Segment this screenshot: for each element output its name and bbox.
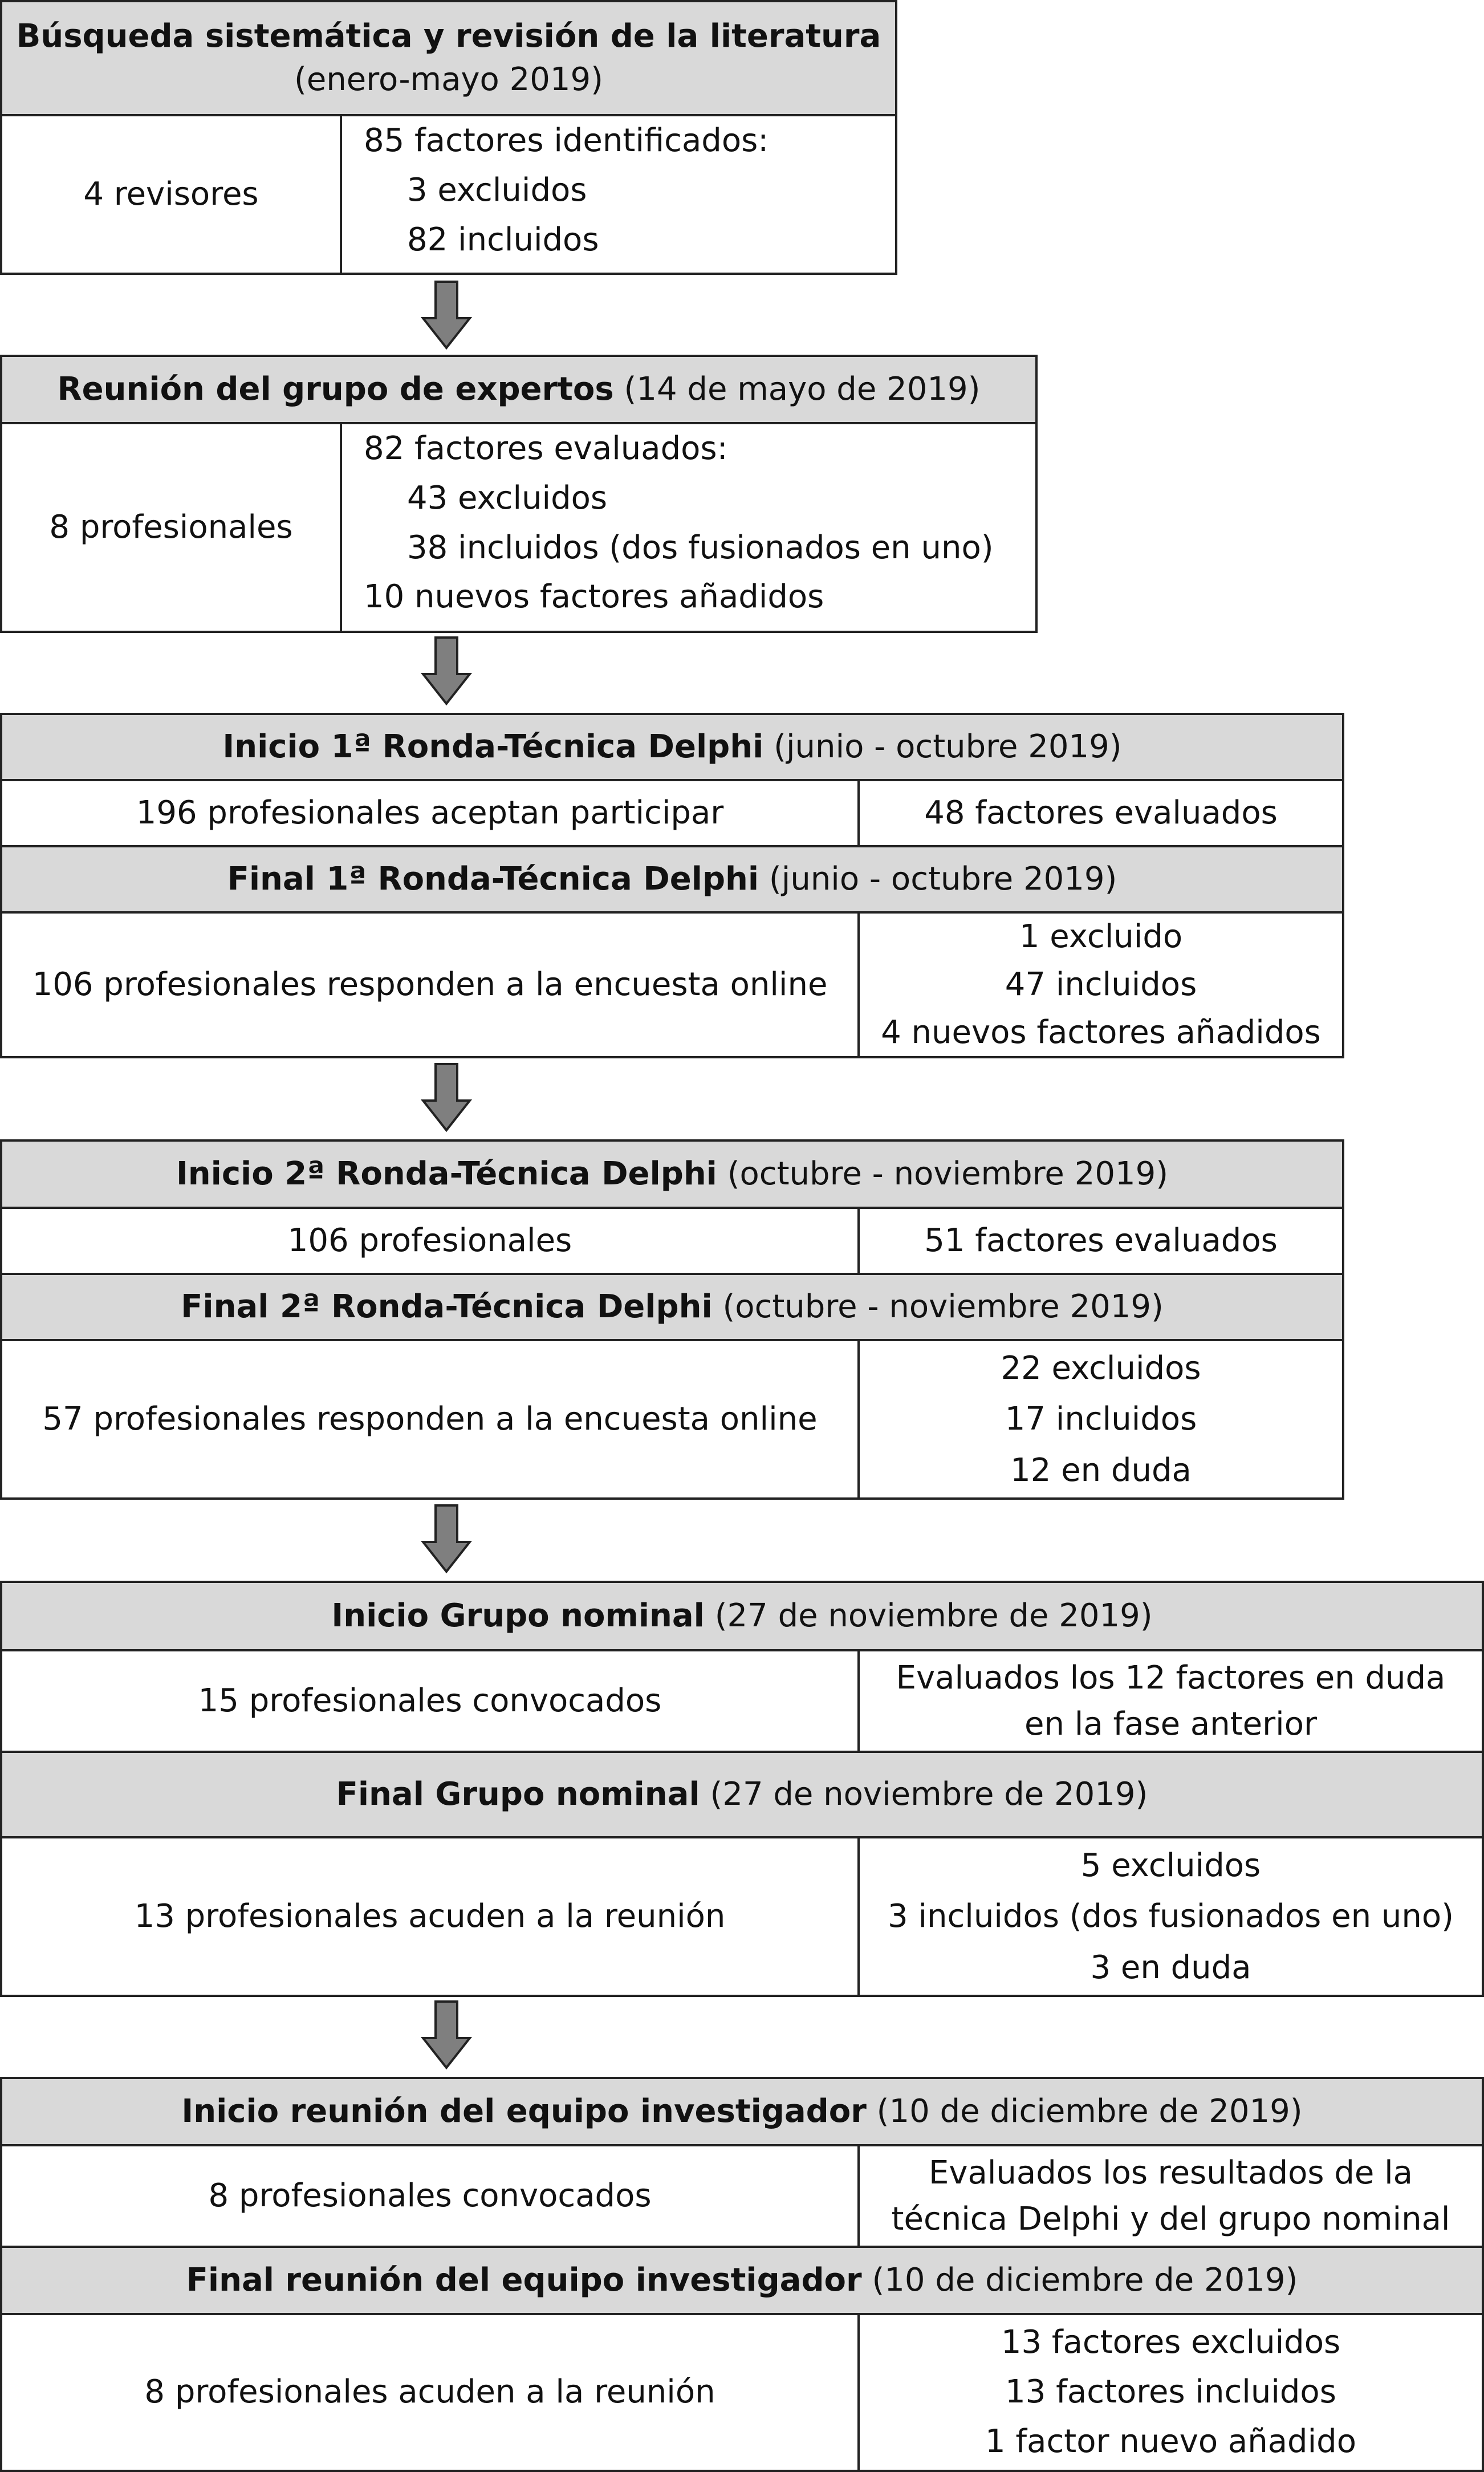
stage3-included: 47 incluidos [1005,966,1197,1003]
stage3-start-header [0,713,1344,781]
stage5-convened: 15 profesionales convocados [198,1682,662,1719]
stage4-evaluated: 51 factores evaluados [924,1221,1278,1259]
stage1-identified: 85 factores identificados: [364,122,769,159]
stage2-left-cell [0,422,342,633]
stage1-right-cell [340,114,897,275]
stage5-excluded: 5 excluidos [1080,1846,1261,1884]
down-arrow-icon [421,2000,472,2070]
stage3-end-header [0,845,1344,914]
stage4-end-date: (octubre - noviembre 2019) [722,1288,1164,1326]
stage5-attend: 13 profesionales acuden a la reunión [134,1897,726,1935]
stage6-end-title: Final reunión del equipo investigador [186,2262,862,2299]
stage3-start-right [857,779,1344,847]
stage6-added: 1 factor nuevo añadido [985,2422,1356,2460]
stage3-end-date: (junio - octubre 2019) [769,860,1117,898]
stage5-start-right [857,1649,1484,1753]
stage4-professionals: 106 profesionales [287,1221,572,1259]
stage5-included: 3 incluidos (dos fusionados en uno) [888,1898,1454,1935]
stage4-start-date: (octubre - noviembre 2019) [727,1155,1169,1193]
stage1-left-cell [0,114,342,275]
stage6-attend: 8 profesionales acuden a la reunión [144,2373,715,2411]
stage2-title: Reunión del grupo de expertos [57,371,614,408]
stage5-end-left [0,1836,860,1997]
stage6-evaluated-1: Evaluados los resultados de la [929,2154,1413,2191]
stage2-evaluated: 82 factores evaluados: [364,430,728,467]
stage5-end-date: (27 de noviembre de 2019) [710,1776,1148,1813]
stage6-evaluated-2: técnica Delphi y del grupo nominal [891,2201,1450,2238]
stage3-excluded: 1 excluido [1019,918,1183,955]
stage3-respond: 106 profesionales responden a la encuesta online [32,965,828,1003]
stage5-end-right [857,1836,1484,1997]
stage2-added: 10 nuevos factores añadidos [364,578,824,616]
stage5-start-title: Inicio Grupo nominal [331,1597,705,1635]
stage1-excluded: 3 excluidos [407,171,587,209]
down-arrow-icon [421,1063,472,1133]
stage6-start-date: (10 de diciembre de 2019) [876,2093,1303,2130]
stage6-convened: 8 profesionales convocados [208,2177,652,2214]
down-arrow-icon [421,1504,472,1574]
stage2-professionals: 8 profesionales [49,508,293,546]
stage4-doubt: 12 en duda [1010,1451,1192,1489]
stage4-start-right [857,1207,1344,1275]
stage3-start-left [0,779,860,847]
stage1-date: (enero-mayo 2019) [294,61,603,98]
stage5-start-date: (27 de noviembre de 2019) [714,1597,1153,1635]
stage3-end-right [857,911,1344,1058]
stage4-end-header [0,1273,1344,1341]
stage5-end-header [0,1751,1484,1838]
stage4-start-header [0,1139,1344,1209]
stage1-included: 82 incluidos [407,221,599,258]
stage4-start-left [0,1207,860,1275]
stage5-start-left [0,1649,860,1753]
stage4-end-left [0,1339,860,1500]
stage2-date: (14 de mayo de 2019) [624,371,981,408]
down-arrow-icon [421,281,472,350]
stage3-start-date: (junio - octubre 2019) [774,728,1122,766]
stage6-included: 13 factores incluidos [1005,2373,1336,2411]
stage6-end-date: (10 de diciembre de 2019) [872,2262,1298,2299]
stage3-added: 4 nuevos factores añadidos [881,1014,1321,1051]
stage3-accept: 196 profesionales aceptan participar [136,794,724,831]
stage6-end-right [857,2313,1484,2472]
stage4-respond: 57 profesionales responden a la encuesta online [42,1400,818,1438]
stage6-end-header [0,2246,1484,2315]
stage4-included: 17 incluidos [1005,1401,1197,1438]
stage4-end-right [857,1339,1344,1500]
stage5-end-title: Final Grupo nominal [336,1776,700,1813]
stage2-excluded: 43 excluidos [407,479,608,517]
stage4-end-title: Final 2ª Ronda-Técnica Delphi [181,1288,713,1326]
stage5-evaluated-1: Evaluados los 12 factores en duda [896,1659,1446,1696]
stage3-end-title: Final 1ª Ronda-Técnica Delphi [227,860,759,898]
stage2-header [0,355,1038,424]
stage5-doubt: 3 en duda [1090,1949,1251,1986]
stage4-excluded: 22 excluidos [1001,1349,1201,1387]
stage1-reviewers: 4 revisores [83,175,259,213]
stage1-title: Búsqueda sistemática y revisión de la literatura [16,18,881,55]
stage6-start-title: Inicio reunión del equipo investigador [181,2093,867,2130]
stage3-end-left [0,911,860,1058]
stage3-evaluated: 48 factores evaluados [924,794,1278,831]
stage2-included: 38 incluidos (dos fusionados en uno) [407,529,994,566]
stage6-start-right [857,2144,1484,2248]
stage6-start-left [0,2144,860,2248]
stage1-header [0,0,897,116]
stage6-end-left [0,2313,860,2472]
stage4-start-title: Inicio 2ª Ronda-Técnica Delphi [176,1155,717,1193]
stage5-evaluated-2: en la fase anterior [1024,1706,1317,1743]
down-arrow-icon [421,636,472,706]
stage2-right-cell [340,422,1038,633]
stage6-start-header [0,2077,1484,2146]
stage6-excluded: 13 factores excluidos [1001,2324,1341,2361]
stage5-start-header [0,1581,1484,1651]
stage3-start-title: Inicio 1ª Ronda-Técnica Delphi [222,728,764,766]
